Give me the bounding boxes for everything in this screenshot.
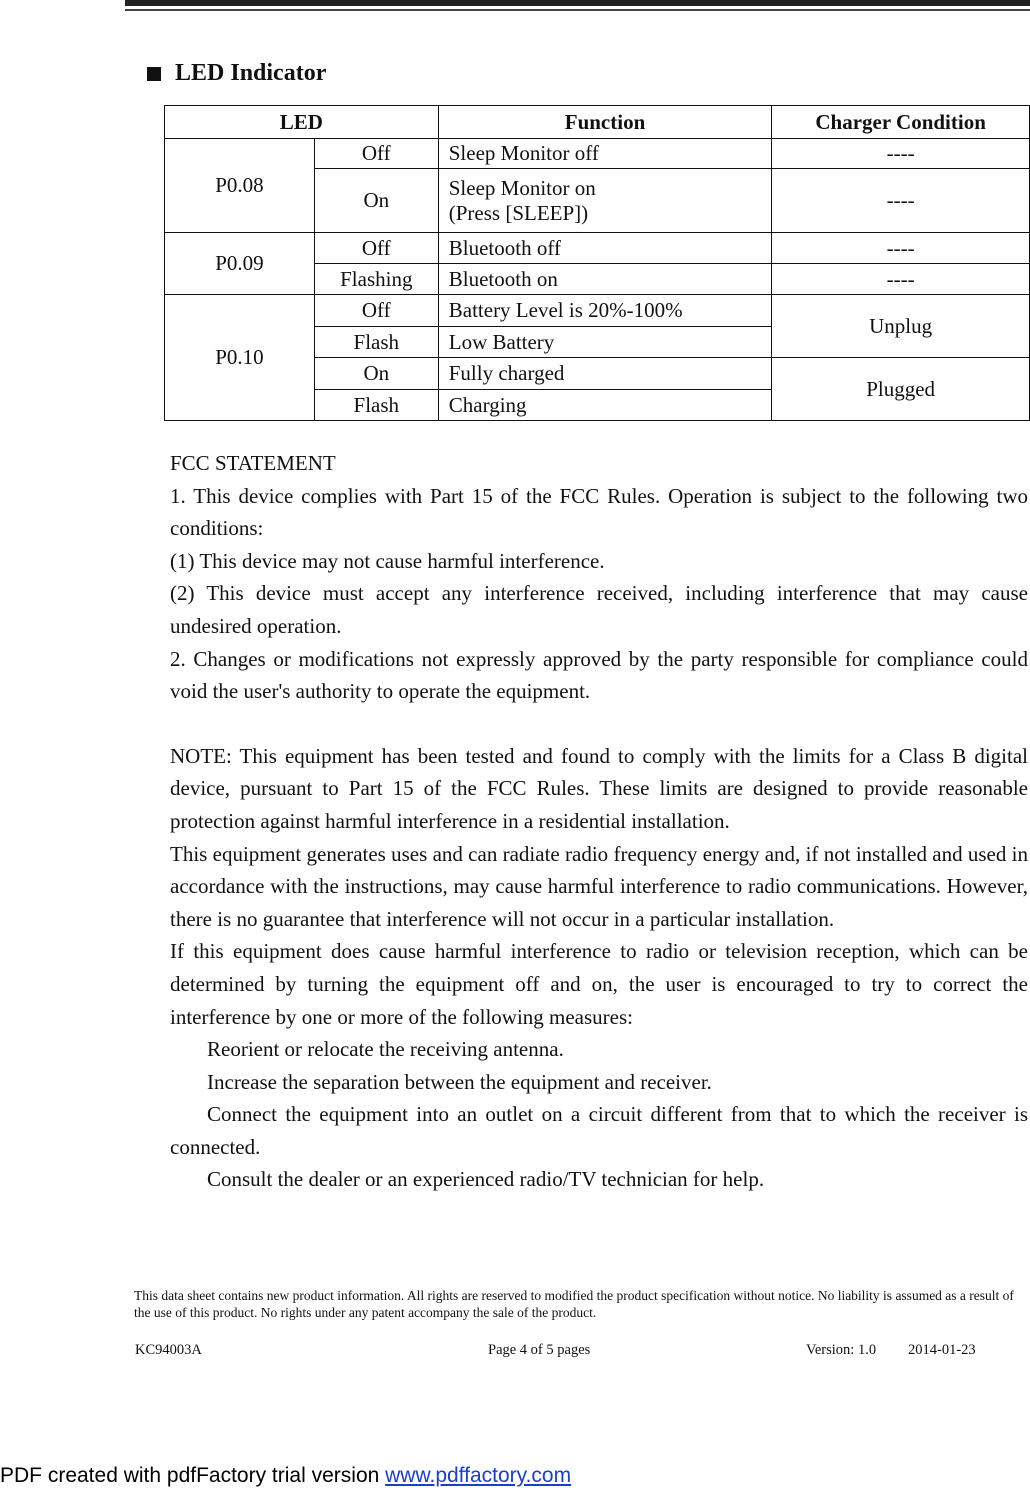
section-heading <box>147 60 326 87</box>
led-indicator-table <box>164 105 1030 421</box>
version: Version: 1.0 <box>806 1342 877 1358</box>
fcc-measure: Consult the dealer or an experienced radio/TV technician for help. <box>207 1167 765 1192</box>
date: 2014-01-23 <box>908 1342 976 1358</box>
header-charger-condition: Charger Condition <box>772 106 1030 139</box>
charger-cell: Plugged <box>772 358 1030 421</box>
state-cell: Off <box>314 233 438 264</box>
function-cell: Bluetooth off <box>438 233 772 264</box>
fcc-measure: Connect the equipment into an outlet on a circuit different from that to which the receiver is connected. <box>170 1102 1028 1159</box>
charger-cell: ---- <box>772 139 1030 169</box>
function-cell: Charging <box>438 390 772 421</box>
charger-cell: ---- <box>772 264 1030 295</box>
top-rule-thin <box>125 9 1030 11</box>
fcc-paragraph: If this equipment does cause harmful interference to radio or television reception, which can be determined by turning the equipment off and on, the user is encouraged to try to correct the interference by one or more of the following measures: <box>170 939 1028 1029</box>
led-id-cell: P0.09 <box>165 233 315 295</box>
function-cell: Fully charged <box>438 358 772 390</box>
function-line: Sleep Monitor on <box>448 175 596 200</box>
disclaimer: This data sheet contains new product information. All rights are reserved to modified the product specification without notice. No liability is assumed as a result of the use of this product. No rights under any patent accompany the sale of the product. <box>134 1288 1014 1320</box>
table-row <box>165 139 1030 169</box>
doc-code: KC94003A <box>135 1342 202 1358</box>
fcc-paragraph: (1) This device may not cause harmful interference. <box>170 548 605 573</box>
state-cell: Off <box>314 295 438 327</box>
fcc-title: FCC STATEMENT <box>170 451 336 475</box>
header-led: LED <box>165 106 439 139</box>
fcc-statement <box>170 447 1028 1196</box>
fcc-measure: Increase the separation between the equipment and receiver. <box>207 1069 712 1094</box>
fcc-paragraph: 2. Changes or modifications not expressly approved by the party responsible for compliance could void the user's authority to operate the equipment. <box>170 646 1028 704</box>
state-cell: On <box>314 169 438 233</box>
state-cell: Flash <box>314 327 438 358</box>
function-cell: Bluetooth on <box>438 264 772 295</box>
header-function: Function <box>438 106 772 139</box>
table-header-row <box>165 106 1030 139</box>
charger-cell: Unplug <box>772 295 1030 358</box>
section-heading-text: LED Indicator <box>175 60 327 86</box>
fcc-note: NOTE: This equipment has been tested and found to comply with the limits for a Class B digital device, pursuant to Part 15 of the FCC Rules. These limits are designed to provide reasonable protection against harmful interference in a residential installation. <box>170 743 1028 833</box>
table-row <box>165 233 1030 264</box>
top-rule <box>125 0 1030 6</box>
state-cell: On <box>314 358 438 390</box>
fcc-paragraph: 1. This device complies with Part 15 of the FCC Rules. Operation is subject to the following two conditions: <box>170 483 1028 541</box>
function-cell <box>438 169 772 233</box>
fcc-paragraph: This equipment generates uses and can radiate radio frequency energy and, if not installed and used in accordance with the instructions, may cause harmful interference to radio communications. However, there is no guarantee that interference will not occur in a particular installation. <box>170 841 1028 931</box>
fcc-paragraph: (2) This device must accept any interference received, including interference that may cause undesired operation. <box>170 581 1028 638</box>
function-line: (Press [SLEEP]) <box>448 200 589 225</box>
led-id-cell: P0.10 <box>165 295 315 421</box>
pdf-notice <box>0 1464 571 1488</box>
function-cell: Low Battery <box>438 327 772 358</box>
page-number: Page 4 of 5 pages <box>488 1342 591 1358</box>
led-id-cell: P0.08 <box>165 139 315 233</box>
square-bullet-icon <box>147 67 161 81</box>
function-cell: Sleep Monitor off <box>438 139 772 169</box>
fcc-measure: Reorient or relocate the receiving antenna. <box>207 1037 564 1062</box>
function-cell: Battery Level is 20%-100% <box>438 295 772 327</box>
table-row <box>165 295 1030 327</box>
state-cell: Flashing <box>314 264 438 295</box>
state-cell: Off <box>314 139 438 169</box>
pdf-notice-text: PDF created with pdfFactory trial version <box>0 1464 386 1487</box>
pdffactory-link[interactable]: www.pdffactory.com <box>385 1464 572 1487</box>
charger-cell: ---- <box>772 169 1030 233</box>
state-cell: Flash <box>314 390 438 421</box>
charger-cell: ---- <box>772 233 1030 264</box>
